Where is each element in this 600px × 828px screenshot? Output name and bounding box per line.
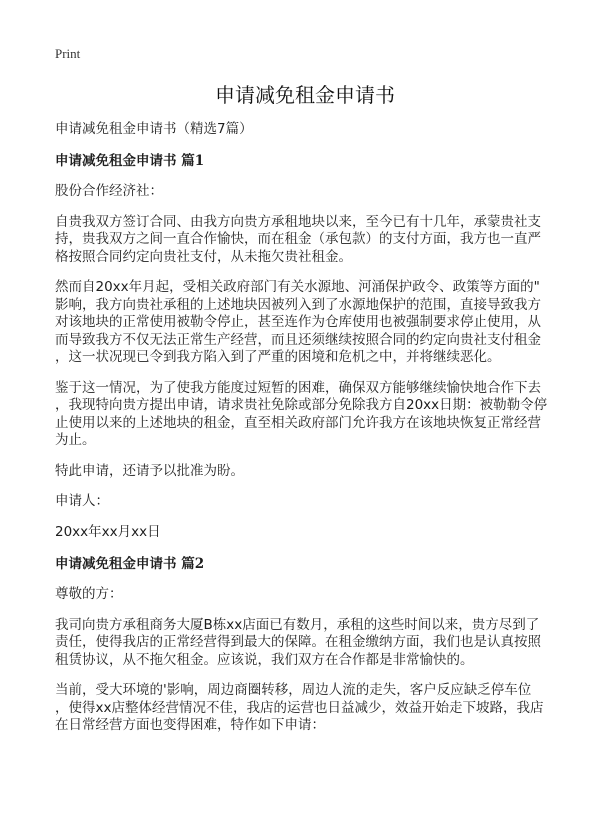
paragraph bbox=[55, 380, 555, 450]
paragraph-line: 我司向贵方承租商务大厦B栋xx店面已有数月，承租的这些时间以来，贵方尽到了 bbox=[55, 616, 540, 633]
paragraph-line: 止使用以来的上述地块的租金，直至相关政府部门允许我方在该地块恢复正常经营 bbox=[55, 414, 541, 431]
paragraph-line: 租赁协议，从不拖欠租金。应该说，我们双方在合作都是非常愉快的。 bbox=[55, 651, 474, 668]
paragraph-line: 当前，受大环境的'影响，周边商圈转移，周边人流的走失，客户反应缺乏停车位 bbox=[55, 682, 532, 698]
paragraph-line: ，这一状况现已令到我方陷入到了严重的困境和危机之中，并将继续恶化。 bbox=[55, 349, 501, 365]
paragraph-line: 然而自20xx年月起，受相关政府部门有关水源地、河涌保护政令、政策等方面的" bbox=[55, 279, 540, 295]
paragraph-line: 影响，我方向贵社承租的上述地块因被列入到了水源地保护的范围，直接导致我方 bbox=[55, 296, 541, 313]
paragraph bbox=[55, 586, 555, 604]
paragraph-line: 特此申请，还请予以批准为盼。 bbox=[55, 462, 244, 479]
paragraph-line: 20xx年xx月xx日 bbox=[55, 523, 161, 540]
paragraph bbox=[55, 463, 555, 481]
paragraph-line: 而导致我方不仅无法正常生产经营，而且还须继续按照合同的约定向贵社支付租金 bbox=[55, 331, 541, 348]
document-title: 申请减免租金申请书 bbox=[215, 83, 395, 107]
document-page bbox=[55, 46, 555, 735]
paragraph bbox=[55, 682, 555, 735]
paragraph bbox=[55, 493, 555, 511]
paragraph bbox=[55, 183, 555, 201]
section-heading: 申请减免租金申请书 篇2 bbox=[55, 556, 205, 572]
paragraph-line: 自贵我双方签订合同、由我方向贵方承租地块以来，至今已有十几年，承蒙贵社支 bbox=[55, 213, 541, 230]
paragraph-line: 责任，使得我店的正常经营得到最大的保障。在租金缴纳方面，我们也是认真按照 bbox=[55, 634, 541, 650]
paragraph-line: 股份合作经济社： bbox=[55, 183, 163, 199]
paragraph bbox=[55, 279, 555, 367]
paragraph-line: 为止。 bbox=[55, 432, 96, 448]
paragraph-line: 鉴于这一情况，为了使我方能度过短暂的困难，确保双方能够继续愉快地合作下去 bbox=[55, 379, 541, 396]
paragraph-line: 在日常经营方面也变得困难，特作如下申请： bbox=[55, 717, 325, 733]
paragraph bbox=[55, 214, 555, 267]
section-heading: 申请减免租金申请书 篇1 bbox=[55, 153, 205, 169]
paragraph-line: 对该地块的正常使用被勒令停止，甚至连作为仓库使用也被强制要求停止使用，从 bbox=[55, 314, 541, 330]
paragraph-line: ，使得xx店整体经营情况不佳，我店的运营也日益减少，效益开始走下坡路，我店 bbox=[55, 699, 544, 716]
print-link[interactable]: Print bbox=[55, 46, 81, 61]
paragraph-line: 尊敬的方： bbox=[55, 586, 123, 602]
paragraph bbox=[55, 524, 555, 542]
paragraph-line: 格按照合同约定向贵社支付，从未拖欠贵社租金。 bbox=[55, 248, 352, 265]
document-subtitle: 申请减免租金申请书（精选7篇） bbox=[55, 121, 253, 137]
paragraph-line: 申请人： bbox=[55, 493, 109, 509]
document-body bbox=[55, 152, 555, 735]
paragraph-line: ，我现特向贵方提出申请，请求贵社免除或部分免除我方自20xx日期：被勒勒令停 bbox=[55, 397, 548, 413]
paragraph bbox=[55, 617, 555, 670]
paragraph-line: 持，贵我双方之间一直合作愉快，而在租金（承包款）的支付方面，我方也一直严 bbox=[55, 231, 541, 247]
